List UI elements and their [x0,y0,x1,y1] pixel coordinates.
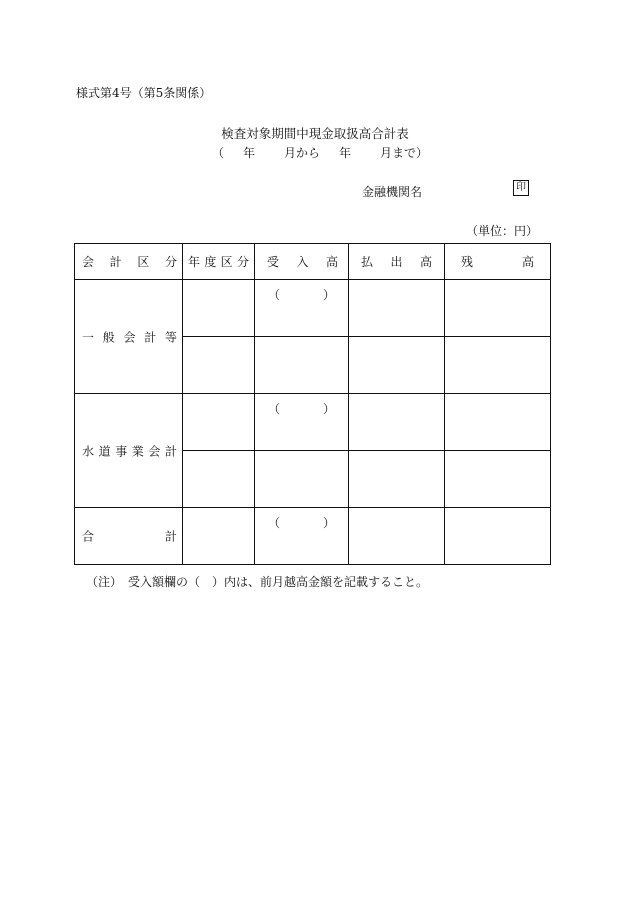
seal-mark: 印 [513,180,529,196]
period-year-from: 年 [243,146,256,160]
paren-close: ） [322,516,335,530]
table-row [75,394,551,451]
header-char: 区 [220,255,233,269]
header-char: 年 [188,255,201,269]
receipts-cell[interactable] [255,394,349,451]
header-char: 高 [521,255,534,269]
row-label-char: 一 [82,330,95,344]
row-label-char: 合 [82,529,95,544]
paren-open: （ [268,288,281,302]
header-char: 度 [204,255,217,269]
paren-close: ） [322,402,335,416]
balance-cell[interactable] [445,337,551,394]
row-label-water-account [75,394,183,508]
receipts-cell[interactable] [255,280,349,337]
period-year-to: 年 [339,146,352,160]
receipts-cell[interactable] [255,508,349,565]
institution-label: 金融機関名 [362,185,423,199]
header-fiscal-year [183,244,255,280]
header-char: 残 [461,255,474,269]
header-char: 区 [137,255,150,269]
header-balance [445,244,551,280]
table-row-total [75,508,551,565]
row-label-char: 等 [164,330,177,344]
balance-cell[interactable] [445,508,551,565]
fiscal-year-cell[interactable] [183,508,255,565]
paren-open: （ [268,516,281,530]
fiscal-year-cell[interactable] [183,451,255,508]
fiscal-year-cell[interactable] [183,394,255,451]
footnote: （注） 受入額欄の（ ）内は、前月越高金額を記載すること。 [86,575,429,589]
period-open-paren: （ [212,146,225,160]
balance-cell[interactable] [445,451,551,508]
header-payments [349,244,445,280]
row-label-char: 会 [123,330,136,344]
header-char: 払 [361,255,374,269]
row-label-char: 道 [98,444,111,458]
header-account-category [75,244,183,280]
payments-cell[interactable] [349,451,445,508]
header-char: 出 [390,255,403,269]
header-row [75,244,551,280]
row-label-char: 業 [131,444,144,458]
payments-cell[interactable] [349,280,445,337]
unit-label: （単位：円） [466,224,539,238]
period-month-from: 月から [284,146,321,160]
table-row [75,280,551,337]
balance-cell[interactable] [445,280,551,337]
row-label-char: 計 [164,529,177,544]
header-char: 高 [419,255,432,269]
fiscal-year-cell[interactable] [183,280,255,337]
row-label-char: 計 [144,330,157,344]
cash-summary-table [74,243,551,565]
header-char: 会 [82,255,95,269]
header-char: 高 [325,255,338,269]
form-number: 様式第4号（第5条関係） [76,86,212,100]
header-char: 受 [267,255,280,269]
payments-cell[interactable] [349,508,445,565]
header-char: 分 [164,255,177,269]
receipts-cell[interactable] [255,451,349,508]
header-receipts [255,244,349,280]
period-month-to: 月まで） [380,146,429,160]
fiscal-year-cell[interactable] [183,337,255,394]
payments-cell[interactable] [349,394,445,451]
row-label-total [75,508,183,565]
row-label-char: 水 [82,444,95,458]
document-title: 検査対象期間中現金取扱高合計表 [221,126,409,141]
header-char: 入 [296,255,309,269]
paren-open: （ [268,402,281,416]
header-char: 分 [236,255,249,269]
row-label-char: 般 [102,330,115,344]
period-line [0,144,630,160]
row-label-char: 計 [164,444,177,458]
payments-cell[interactable] [349,337,445,394]
receipts-cell[interactable] [255,337,349,394]
balance-cell[interactable] [445,394,551,451]
paren-close: ） [322,288,335,302]
row-label-general-account [75,280,183,394]
row-label-char: 会 [148,444,161,458]
header-char: 計 [109,255,122,269]
row-label-char: 事 [115,444,128,458]
